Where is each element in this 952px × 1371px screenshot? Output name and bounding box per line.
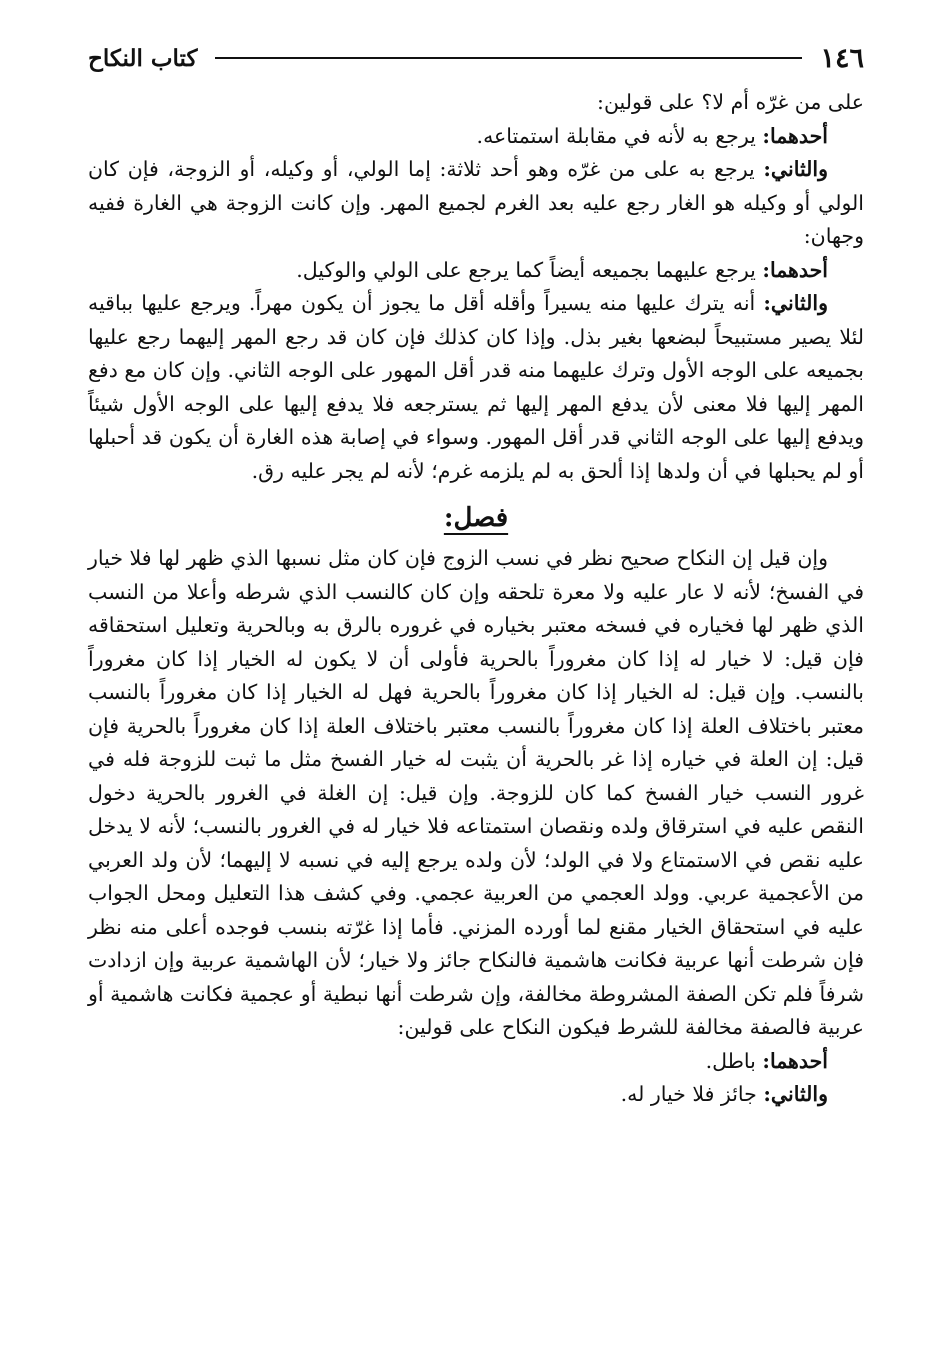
paragraph-text: يرجع به لأنه في مقابلة استمتاعه. — [476, 123, 763, 148]
paragraph-text: يرجع به على من غرّه وهو أحد ثلاثة: إما الولي، أو وكيله، أو الزوجة، فإن كان الولي أو وكيله هو الغار رجع عليه بعد الغرم لجميع المهر. وإن كانت الزوجة هي الغارة ففيه وجهان: — [88, 157, 864, 248]
section-paragraph: وإن قيل إن النكاح صحيح نظر في نسب الزوج فإن كان مثل نسبها الذي ظهر لها فلا خيار في الفسخ؛ لأنه لا عار عليه ولا معرة تلحقه وإن كان كالنسب الذي شرطه وأعلا من النسب الذي ظهر لها فخياره في فسخه معتبر بخياره في غروره بالرق به وبالحرية وتعليل استحقاقه فإن قيل: لا خيار له إذا كان مغروراً بالحرية فأولى أن لا يكون له الخيار إذا كان مغروراً بالنسب. وإن قيل: له الخيار إذا كان مغروراً بالحرية فهل له الخيار إذا كان مغروراً بالنسب معتبر باختلاف العلة إذا كان مغروراً بالنسب معتبر باختلاف العلة إذا كان مغروراً بالحرية فإن قيل: إن العلة في خياره إذا غر بالحرية أن يثبت له خيار الفسخ مثل ما ثبت للزوجة فله في غرور النسب خيار الفسخ كما كان للزوجة. وإن قيل: إن الغلة في الغرور بالحرية دخول النقص عليه في استرقاق ولده ونقصان استمتاعه فلا خيار له في الغرور بالنسب؛ لأنه لا يدخل عليه نقص في الاستمتاع ولا في الولد؛ لأن ولده يرجع إليه في نسبه لا إليهما؛ لأن ولد العربي من الأعجمية عربي. وولد العجمي من العربية عجمي. وفي كشف هذا التعليل ومحل الجواب عليه في استحقاق الخيار مقنع لما أورده المزني. فأما إذا غرّته بنسب فوجده أعلى منه نظر فإن شرطت أنها عربية فكانت هاشمية فالنكاح جائز ولا خيار؛ لأن الهاشمية عربية وإن ازدادت شرفاً فلم تكن الصفة المشروطة مخالفة، وإن شرطت أنها نبطية أو عجمية فكانت هاشمية أو عربية فالصفة مخالفة للشرط فيكون النكاح على قولين: — [88, 546, 864, 1039]
paragraph-label: والثاني: — [763, 1082, 828, 1106]
paragraph — [88, 153, 864, 254]
paragraph — [88, 120, 864, 154]
paragraph-label: أحدهما: — [762, 1048, 828, 1073]
paragraph-label: والثاني: — [763, 291, 828, 315]
section-title: فصل: — [443, 503, 509, 533]
page-body — [88, 86, 864, 1355]
paragraph — [88, 86, 864, 120]
page-header — [88, 38, 864, 78]
page-number: ١٤٦ — [820, 42, 864, 74]
paragraph-text: يرجع عليهما بجميعه أيضاً كما يرجع على الولي والوكيل. — [296, 257, 763, 282]
paragraph — [88, 1045, 864, 1079]
paragraph — [88, 1078, 864, 1112]
paragraph — [88, 254, 864, 288]
paragraph-label: والثاني: — [763, 157, 828, 181]
paragraph-text: أنه يترك عليها منه يسيراً وأقله أقل ما يجوز أن يكون مهراً. ويرجع عليها بباقيه لئلا يصير مستبيحاً لبضعها بغير بذل. وإذا كان كذلك فإن كان قد رجع المهر إليهما رجع عليها بجميعه على الوجه الأول وترك عليهما منه قدر أقل المهور على الوجه الثاني. وإن كان مع دفع المهر إليها فلا معنى لأن يدفع المهر إليها ثم يسترجعه فلا يدفع إليها على الوجه الأول شيئاً ويدفع إليها على الوجه الثاني قدر أقل المهور. وسواء في إصابة هذه الغارة أن يكون قد أحبلها أو لم يحبلها في أن ولدها إذا ألحق به لم يلزمه غرم؛ لأنه لم يجر عليه رق. — [88, 291, 864, 483]
paragraph-text: على من غرّه أم لا؟ على قولين: — [597, 90, 864, 114]
paragraph-text: باطل. — [705, 1048, 763, 1073]
header-rule — [215, 57, 802, 59]
paragraph-text: جائز فلا خيار له. — [620, 1082, 764, 1106]
paragraph — [88, 287, 864, 488]
paragraph-label: أحدهما: — [762, 257, 828, 282]
running-title: كتاب النكاح — [88, 44, 198, 72]
paragraph-label: أحدهما: — [762, 123, 828, 148]
